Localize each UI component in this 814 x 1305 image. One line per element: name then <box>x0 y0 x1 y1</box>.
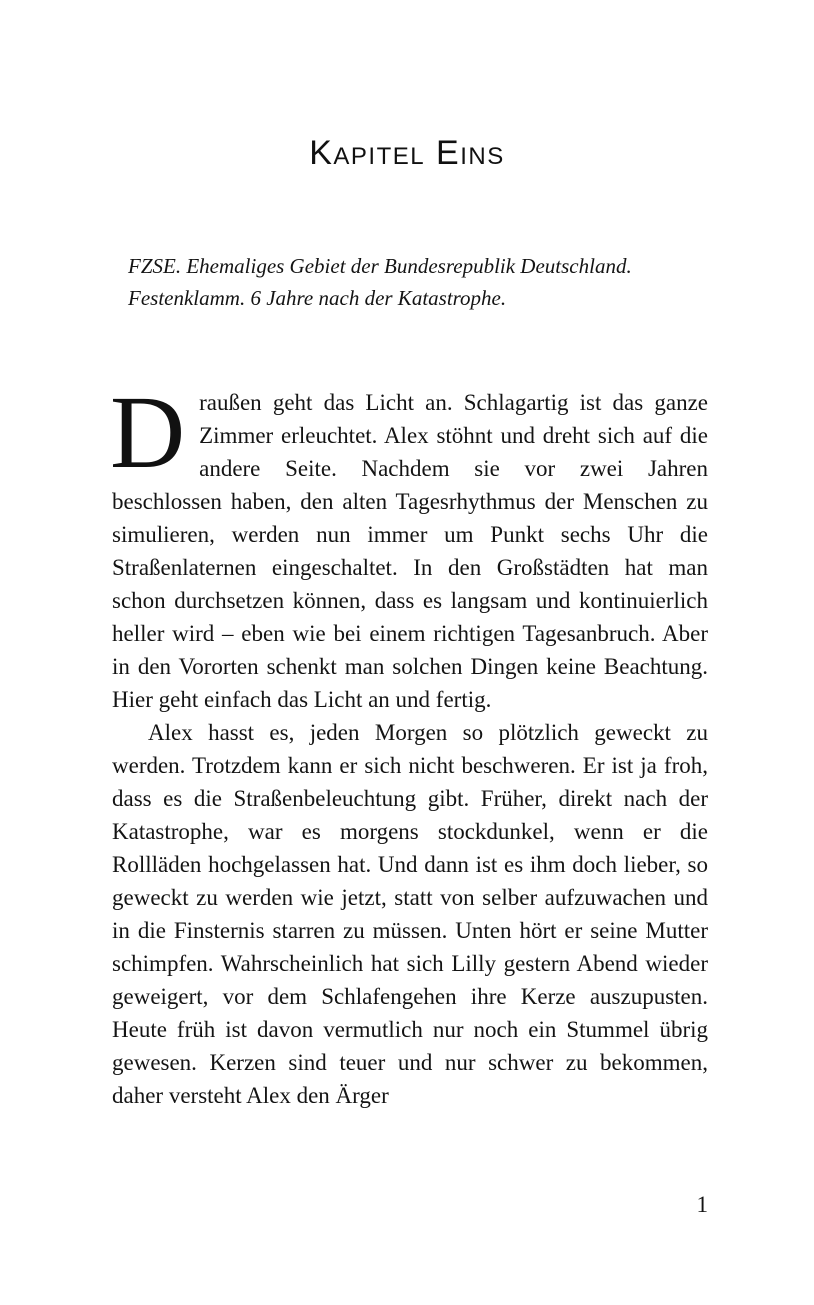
setting-note <box>128 250 728 314</box>
setting-line-1: FZSE. Ehemaliges Gebiet der Bundesrepublik Deutschland. <box>128 254 632 278</box>
drop-cap: D <box>110 375 186 490</box>
paragraph-2: Alex hasst es, jeden Morgen so plötzlich geweckt zu werden. Trotzdem kann er sich nicht beschweren. Er ist ja froh, dass es die Straßenbeleuchtung gibt. Früher, direkt nach der Katastrophe, war es morgens stockdunkel, wenn er die Rollläden hochgelassen hat. Und dann ist es ihm doch lieber, so geweckt zu werden wie jetzt, statt von selber aufzuwachen und in die Finsternis starren zu müssen. Unten hört er seine Mutter schimpfen. Wahrscheinlich hat sich Lilly gestern Abend wieder geweigert, vor dem Schlafengehen ihre Kerze auszupusten. Heute früh ist davon vermutlich nur noch ein Stummel übrig gewesen. Kerzen sind teuer und nur schwer zu bekommen, daher versteht Alex den Ärger <box>112 720 708 1108</box>
chapter-body <box>110 375 708 1112</box>
chapter-title: Kapitel Eins <box>309 134 505 172</box>
setting-line-2: Festenklamm. 6 Jahre nach der Katastrophe. <box>128 286 507 310</box>
paragraph-1 <box>110 375 708 716</box>
paragraph-1-text: raußen geht das Licht an. Schlagartig ist das ganze Zimmer erleuchtet. Alex stöhnt und dreht sich auf die andere Seite. Nachdem sie vor zwei Jahren beschlossen haben, den alten Tagesrhythmus der Menschen zu simulieren, werden nun immer um Punkt sechs Uhr die Straßenlaternen eingeschaltet. In den Großstädten hat man schon durchsetzen können, dass es langsam und kontinuierlich heller wird – eben wie bei einem richtigen Tagesanbruch. Aber in den Vororten schenkt man solchen Dingen keine Beachtung. Hier geht einfach das Licht an und fertig. <box>112 390 708 712</box>
page-number: 1 <box>696 1192 708 1217</box>
